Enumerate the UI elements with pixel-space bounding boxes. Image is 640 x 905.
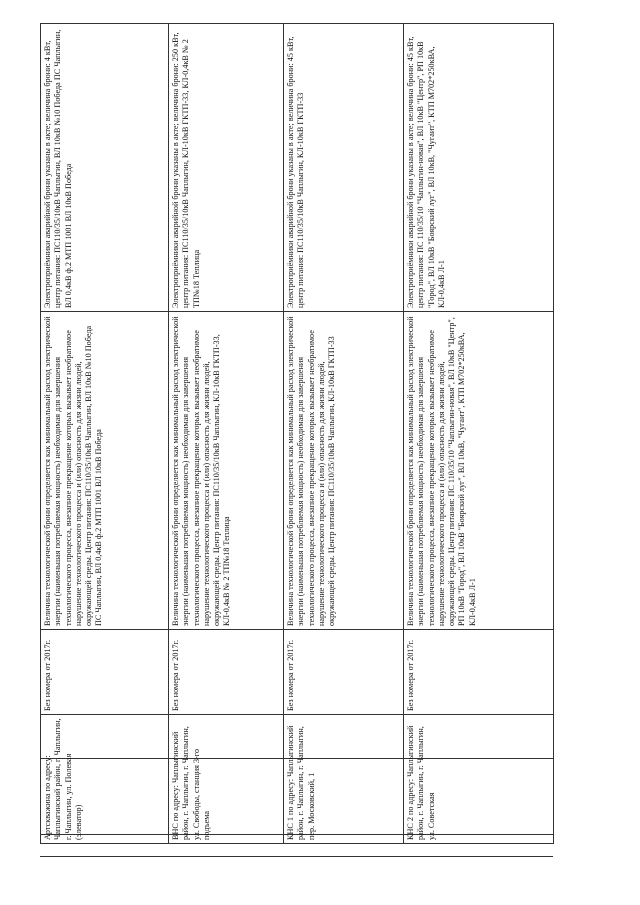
emergency-reserve-cell: Электроприёмники аварийной брони указаны в акте; величина брони: 4 кВт, центр питания: ПС110/35/10кВ Чаплыгин, ВЛ 10кВ №10 Победа ПС Чаплыгин, ВЛ 0,4кВ ф.2 МТП 1001 ВЛ 10кВ Победа xyxy=(41,24,169,312)
technological-reserve-cell: Величина технологической брони определяется как минимальный расход электрической энергии (наименьшая потребляемая мощность) необходимая для завершения технологического процесса, внезапное прекращение которых вызывает необратимое нарушение технологического процесса и (или) опасность для жизни людей, окружающей среды. Центр питания: ПС 110/35/10 "Чаплыгин-новая", ВЛ 10кВ "Центр", РП 10кВ "Город", ВЛ 10кВ "Боярский луг", ВЛ 10кВ, "Чугаит", КТП М702*250кВА, КЛ-0,4кВ Л-1 xyxy=(404,312,554,630)
act-number-cell: Без номера от 2017г. xyxy=(404,630,554,715)
table-row xyxy=(41,24,169,844)
technological-reserve-cell: Величина технологической брони определяется как минимальный расход электрической энергии (наименьшая потребляемая мощность) необходимая для завершения технологического процесса, внезапное прекращение которых вызывает необратимое нарушение технологического процесса и (или) опасность для жизни людей, окружающей среды. Центр питания: ПС110/35/10кВ Чаплыгин, КЛ-10кВ ГКТП-33 xyxy=(284,312,404,630)
blank-line-lower xyxy=(40,856,553,857)
object-cell: КНС 1 по адресу: Чаплыгинский район, г. Чаплыгин, г. Чаплыгин, пер. Московский, 1 xyxy=(284,715,404,844)
technological-reserve-cell: Величина технологической брони определяется как минимальный расход электрической энергии (наименьшая потребляемая мощность) необходимая для завершения технологического процесса, внезапное прекращение которых вызывает необратимое нарушение технологического процесса и (или) опасность для жизни людей, окружающей среды. Центр питания: ПС110/35/10кВ Чаплыгин, КЛ-10кВ ГКТП-33, КЛ-0,4кВ № 2 ТП№18 Теплица xyxy=(169,312,284,630)
table-row xyxy=(404,24,554,844)
emergency-reserve-cell: Электроприёмники аварийной брони указаны в акте; величина брони: 45 кВт, центр питания: ПС 110/35/10 "Чаплыгин-новая", ВЛ 10кВ "Центр", РП 10кВ "Город", ВЛ 10кВ "Боярский луг", ВЛ 10кВ, "Чугаит", КТП М702*250кВА, КЛ-0,4кВ Л-1 xyxy=(404,24,554,312)
emergency-reserve-cell: Электроприёмники аварийной брони указаны в акте; величина брони: 250 кВт, центр питания: ПС110/35/10кВ Чаплыгин, КЛ-10кВ ГКТП-33, КЛ-0,4кВ № 2 ТП№18 Теплица xyxy=(169,24,284,312)
object-cell: Артскважина по адресу: Чаплыгинский район, г. Чаплыгин, г. Чаплыгин, ул. Полевая (элеватор) xyxy=(41,715,169,844)
technological-reserve-cell: Величина технологической брони определяется как минимальный расход электрической энергии (наименьшая потребляемая мощность) необходимая для завершения технологического процесса, внезапное прекращение которых вызывает необратимое нарушение технологического процесса и (или) опасность для жизни людей, окружающей среды. Центр питания: ПС110/35/10кВ Чаплыгин, ВЛ 10кВ №10 Победа ПС Чаплыгин, ВЛ 0,4кВ ф.2 МТП 1001 ВЛ 10кВ Победа xyxy=(41,312,169,630)
emergency-reserve-cell: Электроприёмники аварийной брони указаны в акте; величина брони: 45 кВт, центр питания: ПС110/35/10кВ Чаплыгин, КЛ-10кВ ГКТП-33 xyxy=(284,24,404,312)
object-cell: КНС 2 по адресу: Чаплыгинский район, г. Чаплыгин, г. Чаплыгин, ул. Советская xyxy=(404,715,554,844)
act-number-cell: Без номера от 2017г. xyxy=(41,630,169,715)
act-number-cell: Без номера от 2017г. xyxy=(284,630,404,715)
act-number-cell: Без номера от 2017г. xyxy=(169,630,284,715)
rotated-table-page xyxy=(40,24,553,844)
reserve-table xyxy=(40,23,554,844)
object-cell: ВНС по адресу: Чаплыгинский район, г. Чаплыгин, г. Чаплыгин, ул. Свободы, станция 3-го подъема xyxy=(169,715,284,844)
table-row xyxy=(169,24,284,844)
table-row xyxy=(284,24,404,844)
